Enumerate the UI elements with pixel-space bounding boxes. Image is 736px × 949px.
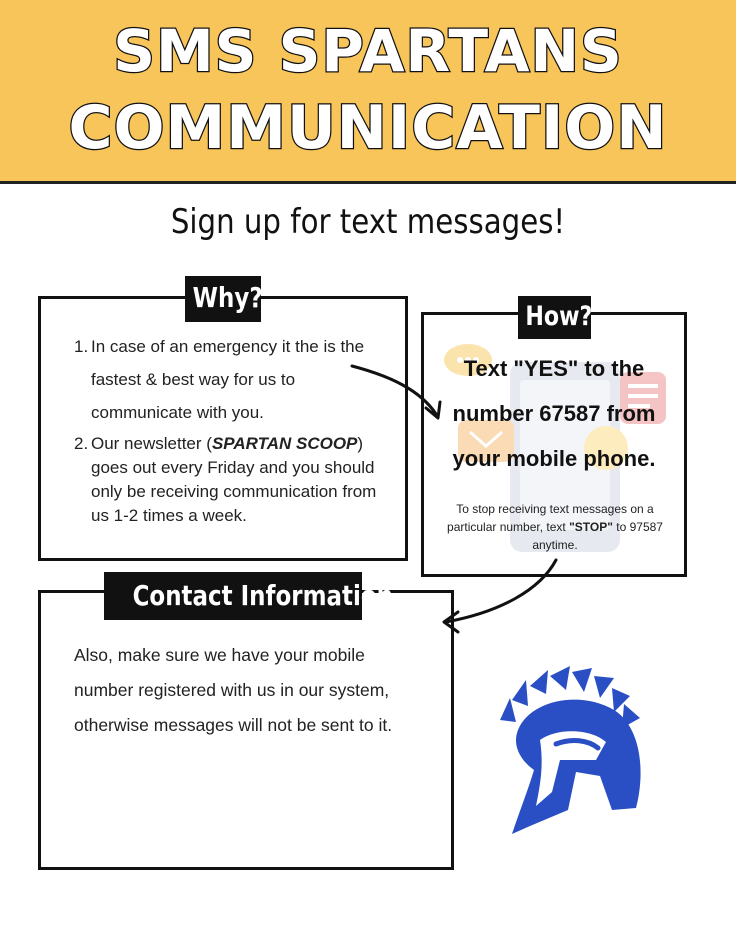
newsletter-name: SPARTAN SCOOP bbox=[211, 434, 358, 453]
list-item: 2. Our newsletter (SPARTAN SCOOP) goes out every Friday and you should only be receiving communication from us 1-2 times a week. bbox=[74, 434, 377, 525]
contact-heading: Contact Information bbox=[104, 572, 362, 620]
how-heading: How? bbox=[518, 296, 591, 339]
title-line-2: COMMUNICATION bbox=[68, 93, 668, 163]
list-item: 1. In case of an emergency it the is the fastest & best way for us to communicate with you. bbox=[74, 337, 365, 422]
why-list bbox=[74, 330, 394, 528]
subtitle: Sign up for text messages! bbox=[170, 202, 566, 242]
contact-text: Also, make sure we have your mobile number registered with us in our system, otherwise messages will not be sent to it. bbox=[74, 645, 393, 735]
title-line-1: SMS SPARTANS bbox=[113, 17, 623, 85]
stop-note: To stop receiving text messages on a particular number, text "STOP" to 97587 anytime. bbox=[447, 502, 663, 552]
header-banner bbox=[0, 0, 736, 184]
how-instruction: Text "YES" to the number 67587 from your mobile phone. bbox=[452, 356, 656, 471]
why-heading: Why? bbox=[185, 276, 261, 322]
